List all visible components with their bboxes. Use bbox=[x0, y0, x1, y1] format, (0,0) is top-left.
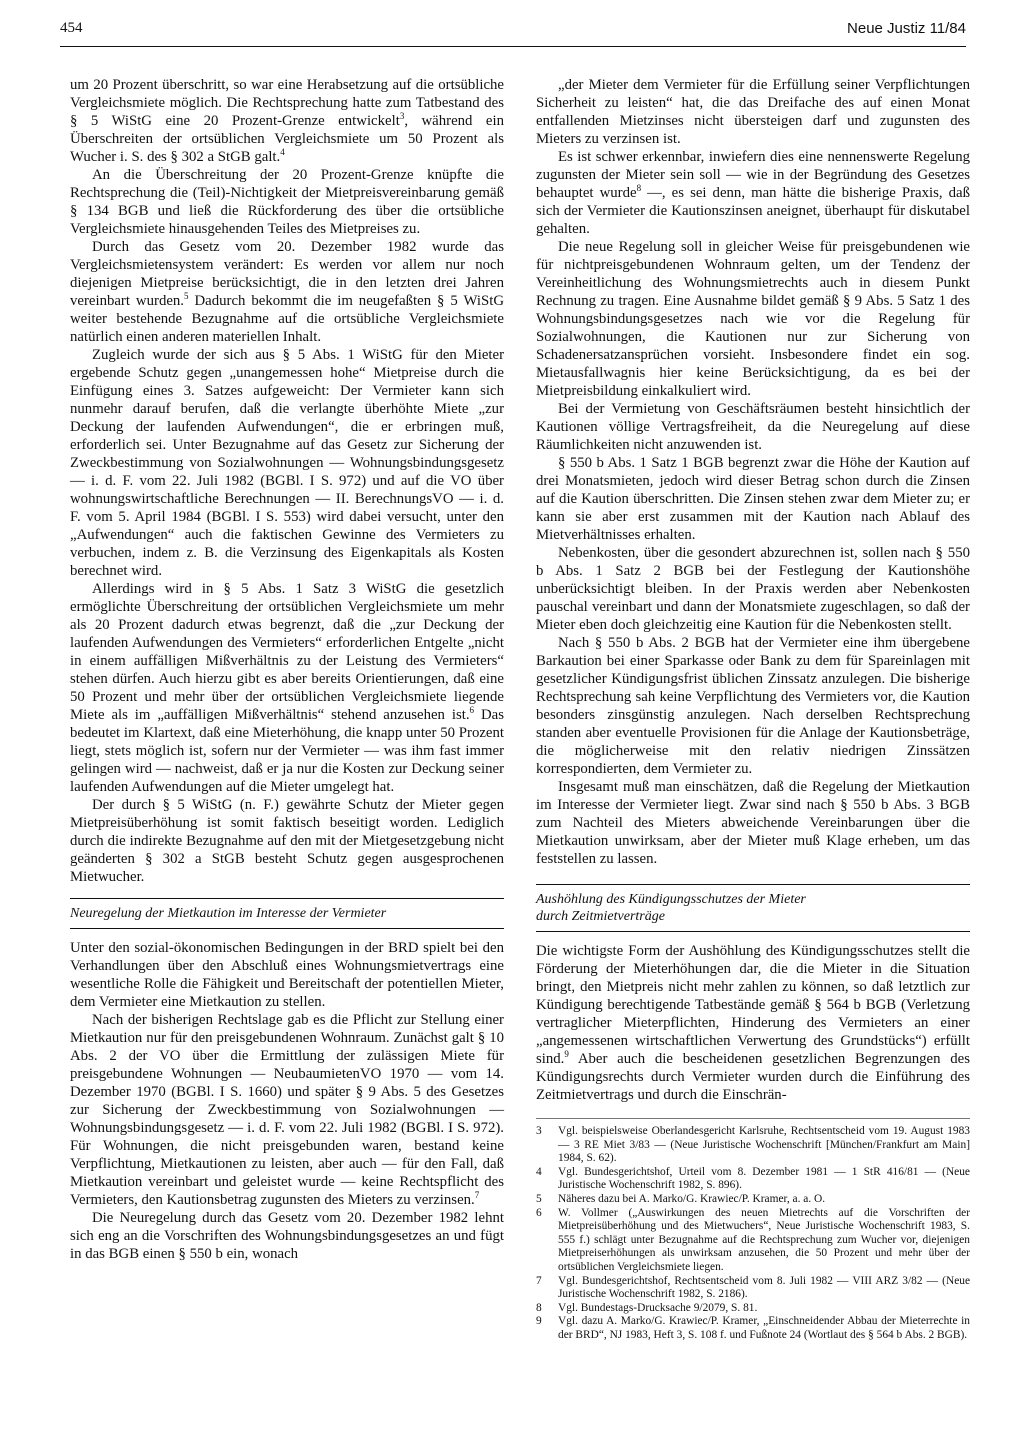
footnote-text: Näheres dazu bei A. Marko/G. Krawiec/P. Kramer, a. a. O. bbox=[558, 1192, 826, 1205]
paragraph-text: Die neue Regelung soll in gleicher Weise für preisgebundenen wie für nichtpreisgebundenen Wohnraum gelten, um der Tendenz der Vereinheitlichung des Wohnungsmietrechts auch in diesem Punkt Rechnung zu tragen. Eine Ausnahme bildet gemäß § 9 Abs. 5 Satz 1 des Wohnungsbindungsgesetzes nach wie vor die Regelung für Sozialwohnungen, die Kautionen nur zur Sicherung von Schadenersatzansprüchen vorsieht. Insbesondere findet ein sog. Mietausfallwagnis hier keine Berücksichtigung, da es bei der Mietpreisbildung einkalkuliert wird. bbox=[536, 239, 970, 399]
page-number: 454 bbox=[60, 20, 83, 36]
paragraph bbox=[70, 166, 504, 238]
paragraph-text: Bei der Vermietung von Geschäftsräumen besteht hinsichtlich der Kautionen völlige Vertragsfreiheit, da die Neuregelung auf diese Räumlichkeiten nicht anzuwenden ist. bbox=[536, 401, 970, 453]
paragraph-text: Die Neuregelung durch das Gesetz vom 20. Dezember 1982 lehnt sich eng an die Vorschriften des Wohnungsbindungsgesetzes an und fügt in das BGB einen § 550 b ein, wonach bbox=[70, 1210, 504, 1262]
footnote bbox=[536, 1302, 970, 1316]
paragraph-text: Nebenkosten, über die gesondert abzurechnen ist, sollen nach § 550 b Abs. 1 Satz 2 BGB bei der Festlegung der Kautionshöhe unberücksichtigt bleiben. In der Praxis werden aber Nebenkosten pauschal vereinbart und dann der Monatsmiete zugeschlagen, so daß der Mieter eben doch gleichzeitig eine Kaution für die Nebenkosten stellt. bbox=[536, 545, 970, 633]
paragraph-text: Insgesamt muß man einschätzen, daß die Regelung der Mietkaution im Interesse der Vermieter liegt. Zwar sind nach § 550 b Abs. 3 BGB zum Nachteil des Mieters abweichende Vereinbarungen über die Mietkaution unwirksam, aber der Mieter muß Klage erheben, um das feststellen zu lassen. bbox=[536, 779, 970, 867]
paragraph-text: Unter den sozial-ökonomischen Bedingungen in der BRD spielt bei den Verhandlungen über den Abschluß eines Wohnungsmietvertrags eine wesentliche Rolle die Fähigkeit und Bereitschaft der potentiellen Mieter, dem Vermieter eine Mietkaution zu stellen. bbox=[70, 940, 504, 1010]
footnote-ref: 7 bbox=[474, 1190, 480, 1201]
paragraph bbox=[70, 238, 504, 346]
section-heading-mietkaution: Neuregelung der Mietkaution im Interesse der Vermieter bbox=[70, 898, 504, 929]
paragraph-text: Durch das Gesetz vom 20. Dezember 1982 wurde das Vergleichsmietensystem verändert: Es werden vor allem nur noch diejenigen Mietpreise berücksichtigt, die in den letzten drei Jahren vereinbart wurden. bbox=[70, 239, 504, 309]
footnote bbox=[536, 1193, 970, 1207]
paragraph-text: Es ist schwer erkennbar, inwiefern dies eine nennenswerte Regelung zugunsten der Mieter sein soll — wie in der Begründung des Gesetzes behauptet wurde bbox=[536, 149, 970, 201]
journal-title: Neue Justiz 11/84 bbox=[847, 20, 966, 37]
footnote-ref: 6 bbox=[469, 705, 475, 716]
right-paragraphs-after bbox=[536, 942, 970, 1104]
paragraph bbox=[70, 580, 504, 796]
paragraph-text: Allerdings wird in § 5 Abs. 1 Satz 3 WiStG die gesetzlich ermöglichte Überschreitung der ortsüblichen Vergleichsmiete um mehr als 20 Prozent dadurch etwas begrenzt, daß die „zur Deckung der laufenden Aufwendungen des Vermieters“ erforderlichen Entgelte „nicht in einem auffälligen Mißverhältnis zu der Leistung des Vermieters“ stehen dürfen. Auch hierzu gibt es aber bereits Orientierungen, daß eine 50 Prozent und mehr über der ortsüblichen Vergleichsmiete liegende Miete als im „auffälligen Mißverhältnis“ stehend anzusehen ist. bbox=[70, 581, 504, 723]
footnote-ref: 9 bbox=[564, 1049, 569, 1060]
paragraph bbox=[536, 238, 970, 400]
paragraph bbox=[70, 1209, 504, 1263]
footnote-text: Vgl. Bundestags-Drucksache 9/2079, S. 81. bbox=[558, 1301, 758, 1314]
paragraph-text: Dadurch bekommt die im neugefaßten § 5 WiStG weiter bestehende Bezugnahme auf die ortsübliche Vergleichsmiete natürlich einen anderen materiellen Inhalt. bbox=[70, 293, 504, 345]
footnote-text: Vgl. Bundesgerichtshof, Urteil vom 8. Dezember 1981 — 1 StR 416/81 — (Neue Juristische Wochenschrift 1982, S. 896). bbox=[558, 1165, 970, 1192]
paragraph-text: § 550 b Abs. 1 Satz 1 BGB begrenzt zwar die Höhe der Kaution auf drei Monatsmieten, jedoch wird dieser Betrag schon durch die Zinsen auf die Kaution überschritten. Die Zinsen stehen zwar dem Mieter zu; er kann sie aber erst zusammen mit der Kaution nach Ablauf des Mietverhältnisses erhalten. bbox=[536, 455, 970, 543]
left-column bbox=[70, 76, 504, 1263]
section-heading-zeitmietvertraege bbox=[536, 884, 970, 932]
paragraph bbox=[70, 346, 504, 580]
paragraph bbox=[536, 76, 970, 148]
footnote-number: 9 bbox=[536, 1315, 542, 1328]
section-heading-line-1: Aushöhlung des Kündigungsschutzes der Mieter bbox=[536, 892, 806, 907]
paragraph bbox=[536, 942, 970, 1104]
paragraph bbox=[536, 778, 970, 868]
paragraph-text: An die Überschreitung der 20 Prozent-Grenze knüpfte die Rechtsprechung die (Teil)-Nichtigkeit der Mietpreisvereinbarung gemäß § 134 BGB und ließ die Rückforderung des über die ortsübliche Vergleichsmiete hinausgehenden Teiles des Mietpreises zu. bbox=[70, 167, 504, 237]
footnote bbox=[536, 1166, 970, 1193]
paragraph-text: Zugleich wurde der sich aus § 5 Abs. 1 WiStG für den Mieter ergebende Schutz gegen „unangemessen hohe“ Mietpreise durch die Einfügung eines 3. Satzes aufgeweicht: Der Vermieter kann sich nunmehr darauf berufen, daß die verlangte überhöhte Miete „zur Deckung der laufenden Aufwendungen“, die er erbringen muß, erforderlich sei. Unter Bezugnahme auf das Gesetz zur Sicherung der Zweckbestimmung von Sozialwohnungen — Wohnungsbindungsgesetz — i. d. F. vom 22. Juli 1982 (BGBl. I S. 972) und auf die VO über wohnungswirtschaftliche Berechnungen — II. BerechnungsVO — i. d. F. vom 5. April 1984 (BGBl. I S. 553) wird dabei versucht, unter den „Aufwendungen“ auch die faktischen Gewinne des Vermieters zu verbuchen, indem z. B. die Verzinsung des Eigenkapitals als Kosten berechnet wird. bbox=[70, 347, 504, 579]
footnote bbox=[536, 1207, 970, 1275]
left-paragraphs-before bbox=[70, 76, 504, 886]
left-paragraphs-after bbox=[70, 939, 504, 1263]
paragraph-text: Die wichtigste Form der Aushöhlung des Kündigungsschutzes stellt die Förderung der Mieterhöhungen dar, die die Mieter in die Situation bringt, den Mietpreis nicht mehr zahlen zu können, so daß letztlich zur Kündigung berechtigende Tatbestände gemäß § 564 b BGB (Verletzung vertraglicher Mieterpflichten, Hinderung des Vermieters an einer „angemessenen wirtschaftlichen Verwertung des Grundstücks“) erfüllt sind. bbox=[536, 943, 970, 1067]
paragraph bbox=[70, 76, 504, 166]
paragraph bbox=[536, 634, 970, 778]
footnote-text: Vgl. Bundesgerichtshof, Rechtsentscheid vom 8. Juli 1982 — VIII ARZ 3/82 — (Neue Juristische Wochenschrift 1982, S. 2186). bbox=[558, 1274, 970, 1301]
paragraph bbox=[70, 1011, 504, 1209]
footnote-number: 8 bbox=[536, 1301, 542, 1314]
footnote-ref: 4 bbox=[280, 147, 285, 158]
footnote-number: 4 bbox=[536, 1165, 542, 1178]
right-paragraphs-before bbox=[536, 76, 970, 868]
paragraph-text: Nach der bisherigen Rechtslage gab es die Pflicht zur Stellung einer Mietkaution nur für den preisgebundenen Wohnraum. Zunächst galt § 10 Abs. 2 der VO über die Ermittlung der zulässigen Miete für preisgebundene Wohnungen — NeubaumietenVO 1970 — vom 14. Dezember 1970 (BGBl. I S. 1660) und später § 9 Abs. 5 des Gesetzes zur Sicherung der Zweckbestimmung von Sozialwohnungen — Wohnungsbindungsgesetz — i. d. F. vom 22. Juli 1982 (BGBl. I S. 972). Für Wohnungen, die nicht preisgebunden waren, bestand keine Verpflichtung, Mietkautionen zu leisten, aber auch — für den Fall, daß Mietkaution vereinbart und geleistet wurde — keine Rechtspflicht des Vermieters, den Kautionsbetrag zugunsten des Mieters zu verzinsen. bbox=[70, 1012, 504, 1208]
paragraph bbox=[536, 400, 970, 454]
paragraph-text: Das bedeutet im Klartext, daß eine Mieterhöhung, die knapp unter 50 Prozent liegt, stets möglich ist, sofern nur der Vermieter — was ihm fast immer gelingen wird — nachweist, daß er ja nur die Kosten zur Deckung seiner laufenden Aufwendungen auf die Mieter umgelegt hat. bbox=[70, 707, 504, 795]
paragraph-text: „der Mieter dem Vermieter für die Erfüllung seiner Verpflichtungen Sicherheit zu leisten“ hat, die das Dreifache des auf einen Monat entfallenden Mietzinses nicht übersteigen darf und zugunsten des Mieters zu verzinsen ist. bbox=[536, 77, 970, 147]
paragraph bbox=[536, 544, 970, 634]
footnote-ref: 3 bbox=[399, 111, 405, 122]
paragraph-text: Aber auch die bescheidenen gesetzlichen Begrenzungen des Kündigungsrechts durch Vermieter wurden durch die Einführung des Zeitmietvertrags und durch die Einschrän- bbox=[536, 1051, 970, 1103]
footnotes bbox=[536, 1118, 970, 1343]
footnote bbox=[536, 1275, 970, 1302]
paragraph-text: , während ein Überschreiten der ortsüblichen Vergleichsmiete um 50 Prozent als Wucher i. S. des § 302 a StGB galt. bbox=[70, 113, 504, 165]
header-rule bbox=[60, 46, 966, 47]
paragraph bbox=[536, 454, 970, 544]
paragraph bbox=[70, 796, 504, 886]
paragraph-text: um 20 Prozent überschritt, so war eine Herabsetzung auf die ortsübliche Vergleichsmiete möglich. Die Rechtsprechung hatte zum Tatbestand des § 5 WiStG eine 20 Prozent-Grenze entwickelt bbox=[70, 77, 504, 129]
paragraph bbox=[536, 148, 970, 238]
page-header bbox=[60, 14, 966, 48]
footnote-text: W. Vollmer („Auswirkungen des neuen Mietrechts auf die Vorschriften der Mietpreisüberhöhung und des Mietwuchers“, Neue Juristische Wochenschrift 1983, S. 555 f.) schlägt unter Bezugnahme auf die Rechtsprechung zum Wucher vor, diejenigen Mietpreiserhöhungen als unwirksam anzusehen, die 50 Prozent und mehr über der ortsüblichen Vergleichsmiete liegen. bbox=[558, 1206, 970, 1273]
right-column bbox=[536, 76, 970, 1343]
paragraph-text: —, es sei denn, man hätte die bisherige Praxis, daß sich der Vermieter die Kautionszinsen aneignet, überhaupt für diskutabel gehalten. bbox=[536, 185, 970, 237]
paragraph-text: Der durch § 5 WiStG (n. F.) gewährte Schutz der Mieter gegen Mietpreisüberhöhung ist somit faktisch beseitigt worden. Lediglich durch die indirekte Bezugnahme auf den mit der Mietgesetzgebung nicht geänderten § 302 a StGB besteht Schutz gegen ausgesprochenen Mietwucher. bbox=[70, 797, 504, 885]
footnote-number: 7 bbox=[536, 1274, 542, 1287]
footnote-ref: 8 bbox=[636, 183, 642, 194]
footnote bbox=[536, 1125, 970, 1166]
footnote-number: 3 bbox=[536, 1125, 542, 1137]
footnote bbox=[536, 1315, 970, 1342]
section-heading-line-2: durch Zeitmietverträge bbox=[536, 909, 665, 924]
footnote-text: Vgl. beispielsweise Oberlandesgericht Karlsruhe, Rechtsentscheid vom 19. August 1983 — 3 RE Miet 3/83 — (Neue Juristische Wochenschrift [München/Frankfurt am Main] 1984, S. 62). bbox=[558, 1125, 970, 1165]
footnote-ref: 5 bbox=[184, 291, 189, 302]
footnote-number: 5 bbox=[536, 1192, 542, 1205]
paragraph-text: Nach § 550 b Abs. 2 BGB hat der Vermieter eine ihm übergebene Barkaution bei einer Sparkasse oder Bank zu dem für Spareinlagen mit gesetzlicher Kündigungsfrist üblichen Zinssatz anzulegen. Die bisherige Rechtsprechung sah keine Verpflichtung des Vermieters vor, die Kaution besonders zinsgünstig anzulegen. Nach derselben Rechtsprechung standen aber eventuelle Provisionen für die Anlage der Kautionsbeträge, die möglicherweise mit den relativ niedrigen Zinssätzen korrespondierten, dem Vermieter zu. bbox=[536, 635, 970, 777]
footnote-text: Vgl. dazu A. Marko/G. Krawiec/P. Kramer, „Einschneidender Abbau der Mieterrechte in der BRD“, NJ 1983, Heft 3, S. 108 f. und Fußnote 24 (Wortlaut des § 564 b Abs. 2 BGB). bbox=[558, 1315, 970, 1341]
footnote-number: 6 bbox=[536, 1206, 542, 1219]
paragraph bbox=[70, 939, 504, 1011]
